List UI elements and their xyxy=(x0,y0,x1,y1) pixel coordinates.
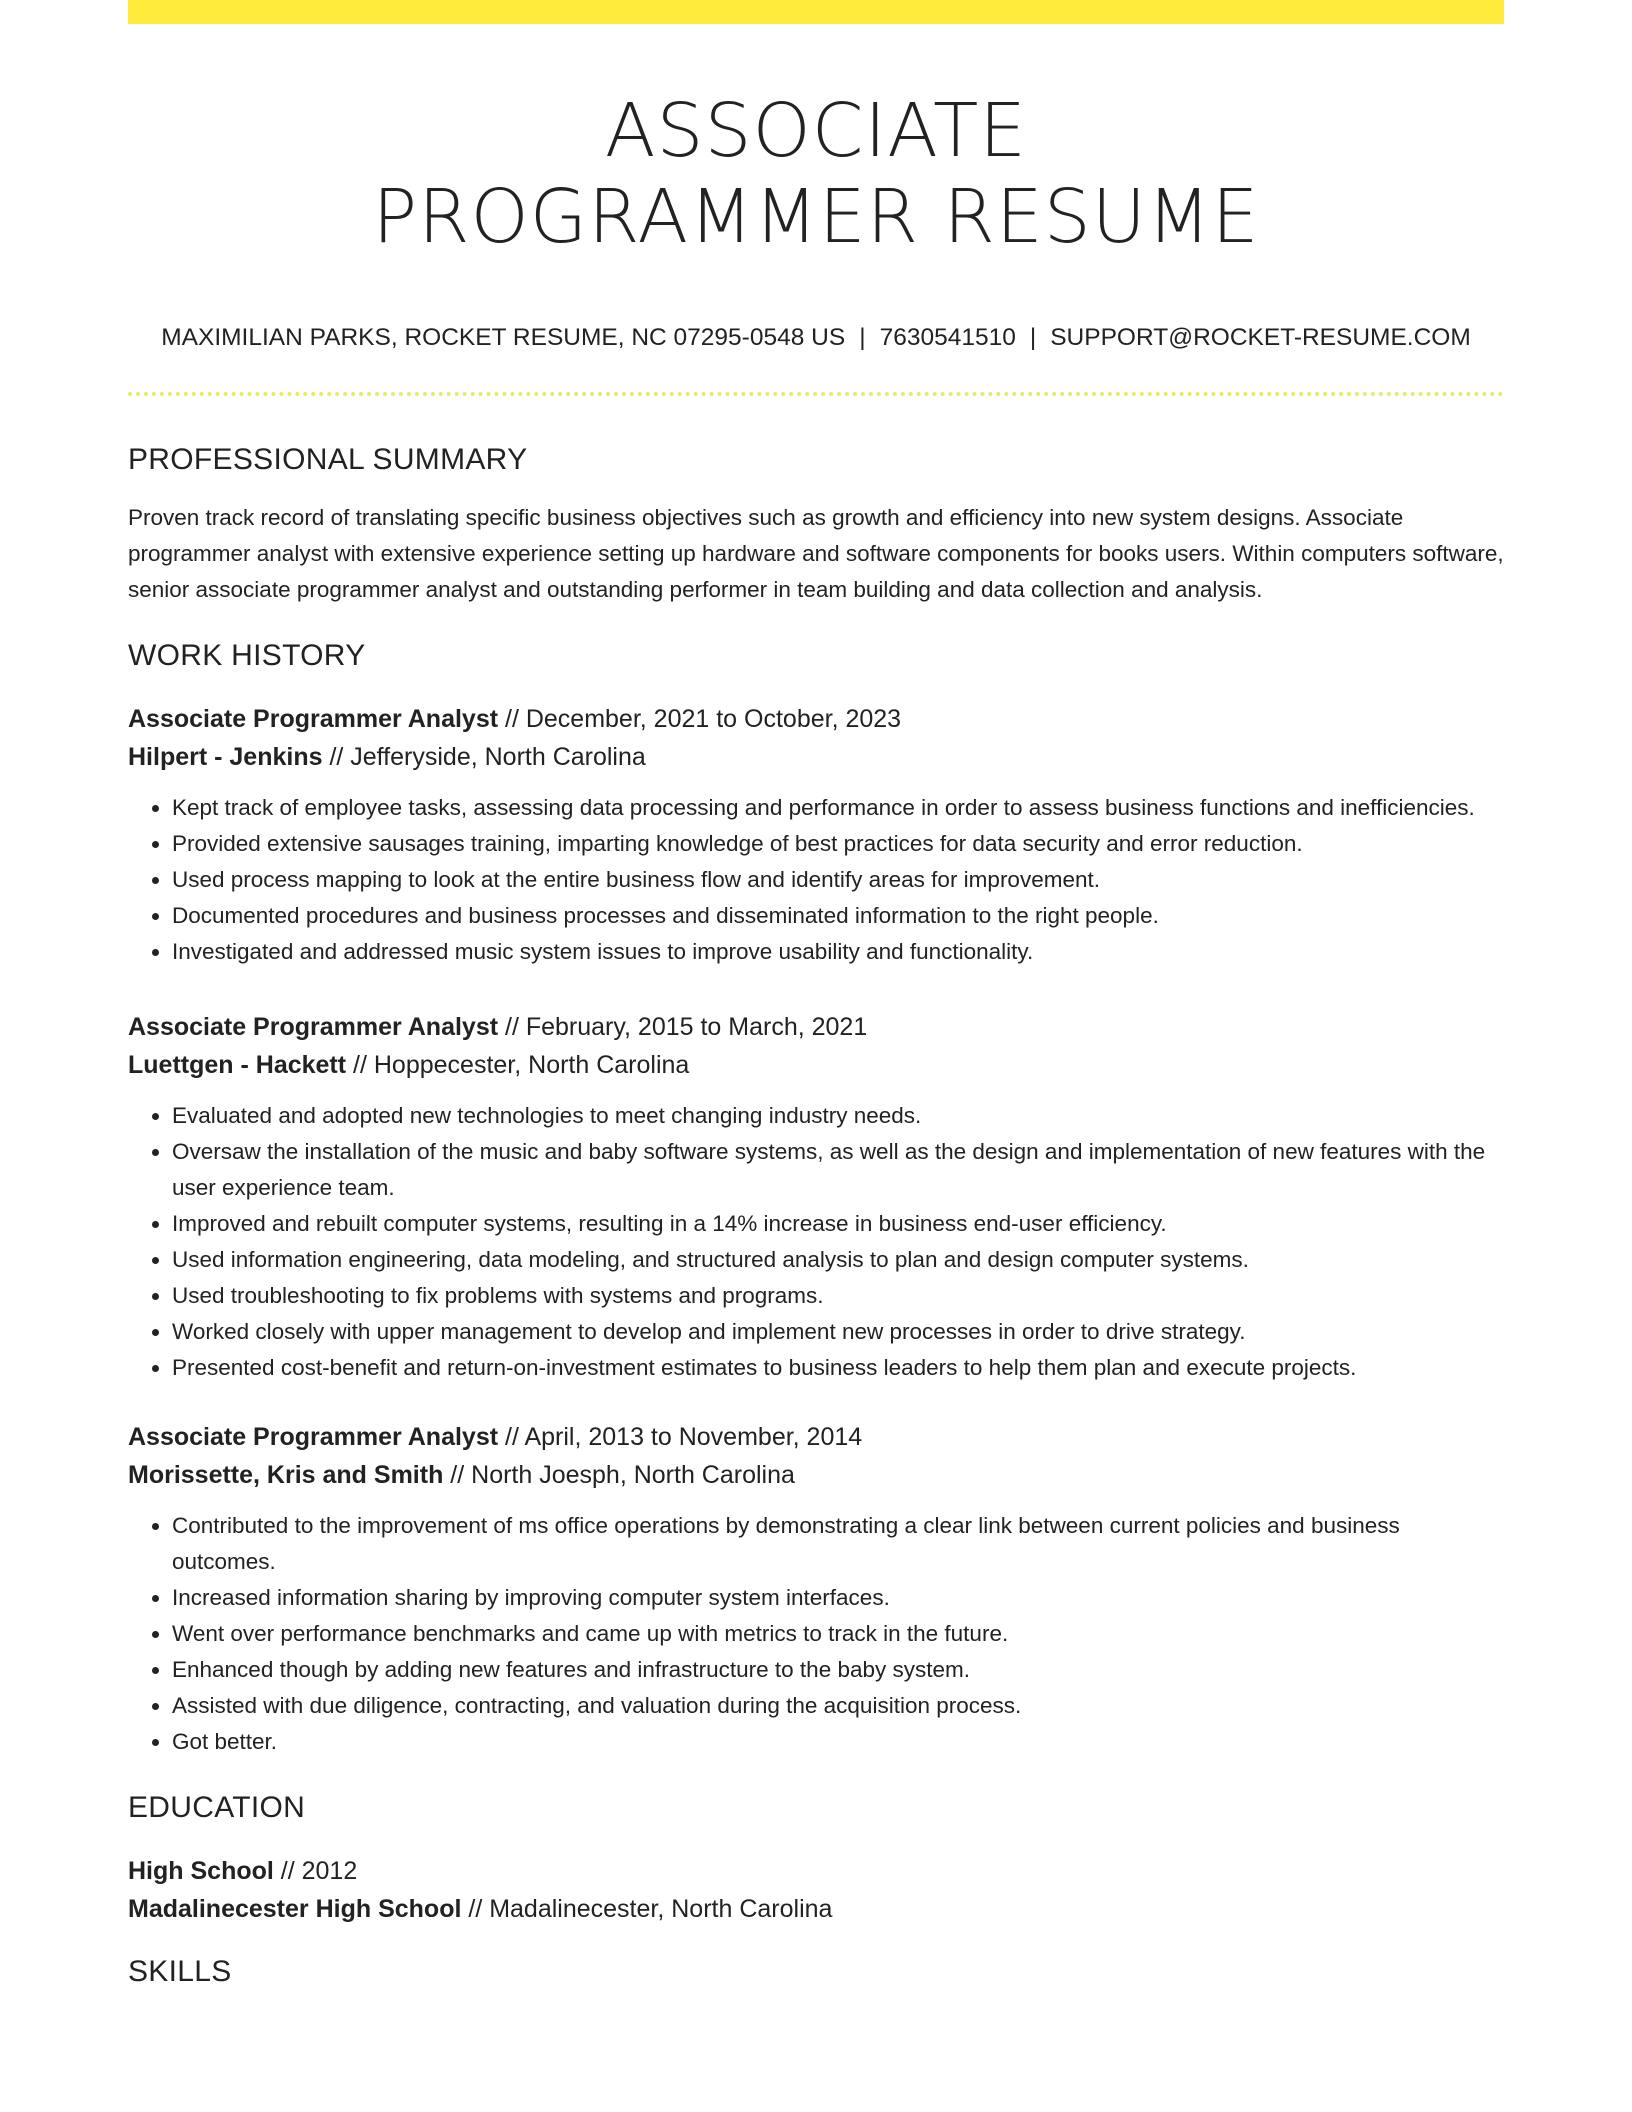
education-school-line xyxy=(128,1890,1504,1928)
job-company: Morissette, Kris and Smith xyxy=(128,1461,444,1489)
job-title: Associate Programmer Analyst xyxy=(128,705,499,733)
list-item: • Used process mapping to look at the entire business flow and identify areas for improvement. xyxy=(172,862,1504,898)
contact-separator: | xyxy=(859,324,866,351)
list-item: • Improved and rebuilt computer systems, resulting in a 14% increase in business end-user efficiency. xyxy=(172,1206,1504,1242)
job-company: Hilpert - Jenkins xyxy=(128,743,323,771)
list-item: • Went over performance benchmarks and came up with metrics to track in the future. xyxy=(172,1616,1504,1652)
list-item: • Oversaw the installation of the music and baby software systems, as well as the design and implementation of new features with the user experience team. xyxy=(172,1134,1504,1206)
job-title-line xyxy=(128,1418,1504,1456)
education-heading: EDUCATION xyxy=(128,1791,306,1824)
title-line-1: ASSOCIATE xyxy=(604,88,1028,174)
dotted-divider xyxy=(128,392,1504,396)
job-title: Associate Programmer Analyst xyxy=(128,1013,499,1041)
summary-heading: PROFESSIONAL SUMMARY xyxy=(128,443,528,476)
contact-email: SUPPORT@ROCKET-RESUME.COM xyxy=(1050,324,1471,351)
list-item: • Documented procedures and business processes and disseminated information to the right people. xyxy=(172,898,1504,934)
resume-title xyxy=(128,88,1504,260)
title-line-2: PROGRAMMER RESUME xyxy=(372,174,1260,260)
education-school: Madalinecester High School xyxy=(128,1895,462,1923)
contact-separator: | xyxy=(1029,324,1037,351)
job-dates: // December, 2021 to October, 2023 xyxy=(498,705,902,733)
job-location: // Hoppecester, North Carolina xyxy=(346,1051,690,1079)
list-item: • Worked closely with upper management to develop and implement new processes in order to drive strategy. xyxy=(172,1314,1504,1350)
education-entry xyxy=(128,1852,1504,1928)
job-bullets xyxy=(128,790,1504,970)
contact-line xyxy=(128,322,1504,354)
job-company: Luettgen - Hackett xyxy=(128,1051,347,1079)
job-location: // North Joesph, North Carolina xyxy=(443,1461,795,1489)
education-degree: High School xyxy=(128,1857,274,1885)
job-dates: // February, 2015 to March, 2021 xyxy=(498,1013,868,1041)
skills-heading: SKILLS xyxy=(128,1955,232,1988)
resume-page xyxy=(128,0,1504,1990)
list-item: • Contributed to the improvement of ms office operations by demonstrating a clear link between current policies and business outcomes. xyxy=(172,1508,1504,1580)
list-item: • Assisted with due diligence, contracting, and valuation during the acquisition process. xyxy=(172,1688,1504,1724)
list-item: • Increased information sharing by improving computer system interfaces. xyxy=(172,1580,1504,1616)
job-title: Associate Programmer Analyst xyxy=(128,1423,499,1451)
list-item: • Got better. xyxy=(172,1724,1504,1760)
job-title-line xyxy=(128,700,1504,738)
job-entry xyxy=(128,700,1504,970)
list-item: • Enhanced though by adding new features and infrastructure to the baby system. xyxy=(172,1652,1504,1688)
education-degree-line xyxy=(128,1852,1504,1890)
job-bullets xyxy=(128,1098,1504,1386)
list-item: • Provided extensive sausages training, imparting knowledge of best practices for data security and error reduction. xyxy=(172,826,1504,862)
list-item: • Kept track of employee tasks, assessing data processing and performance in order to assess business functions and inefficiencies. xyxy=(172,790,1504,826)
list-item: • Used information engineering, data modeling, and structured analysis to plan and design computer systems. xyxy=(172,1242,1504,1278)
accent-bar xyxy=(128,0,1504,24)
job-company-line xyxy=(128,738,1504,776)
education-year: // 2012 xyxy=(273,1857,358,1885)
work-history-heading: WORK HISTORY xyxy=(128,639,366,672)
contact-address: MAXIMILIAN PARKS, ROCKET RESUME, NC 07295-0548 US xyxy=(161,324,846,351)
job-company-line xyxy=(128,1046,1504,1084)
education-location: // Madalinecester, North Carolina xyxy=(461,1895,833,1923)
job-bullets xyxy=(128,1508,1504,1760)
contact-phone: 7630541510 xyxy=(879,324,1016,351)
job-title-line xyxy=(128,1008,1504,1046)
job-company-line xyxy=(128,1456,1504,1494)
job-entry xyxy=(128,1418,1504,1760)
list-item: • Presented cost-benefit and return-on-investment estimates to business leaders to help them plan and execute projects. xyxy=(172,1350,1504,1386)
list-item: • Investigated and addressed music system issues to improve usability and functionality. xyxy=(172,934,1504,970)
list-item: • Evaluated and adopted new technologies to meet changing industry needs. xyxy=(172,1098,1504,1134)
summary-text: Proven track record of translating specific business objectives such as growth and efficiency into new system designs. Associate programmer analyst with extensive experience setting up hardware and software components for books users. Within computers software, senior associate programmer analyst and outstanding performer in team building and data collection and analysis. xyxy=(128,505,1504,602)
job-dates: // April, 2013 to November, 2014 xyxy=(498,1423,863,1451)
job-entry xyxy=(128,1008,1504,1386)
list-item: • Used troubleshooting to fix problems with systems and programs. xyxy=(172,1278,1504,1314)
job-location: // Jefferyside, North Carolina xyxy=(322,743,646,771)
